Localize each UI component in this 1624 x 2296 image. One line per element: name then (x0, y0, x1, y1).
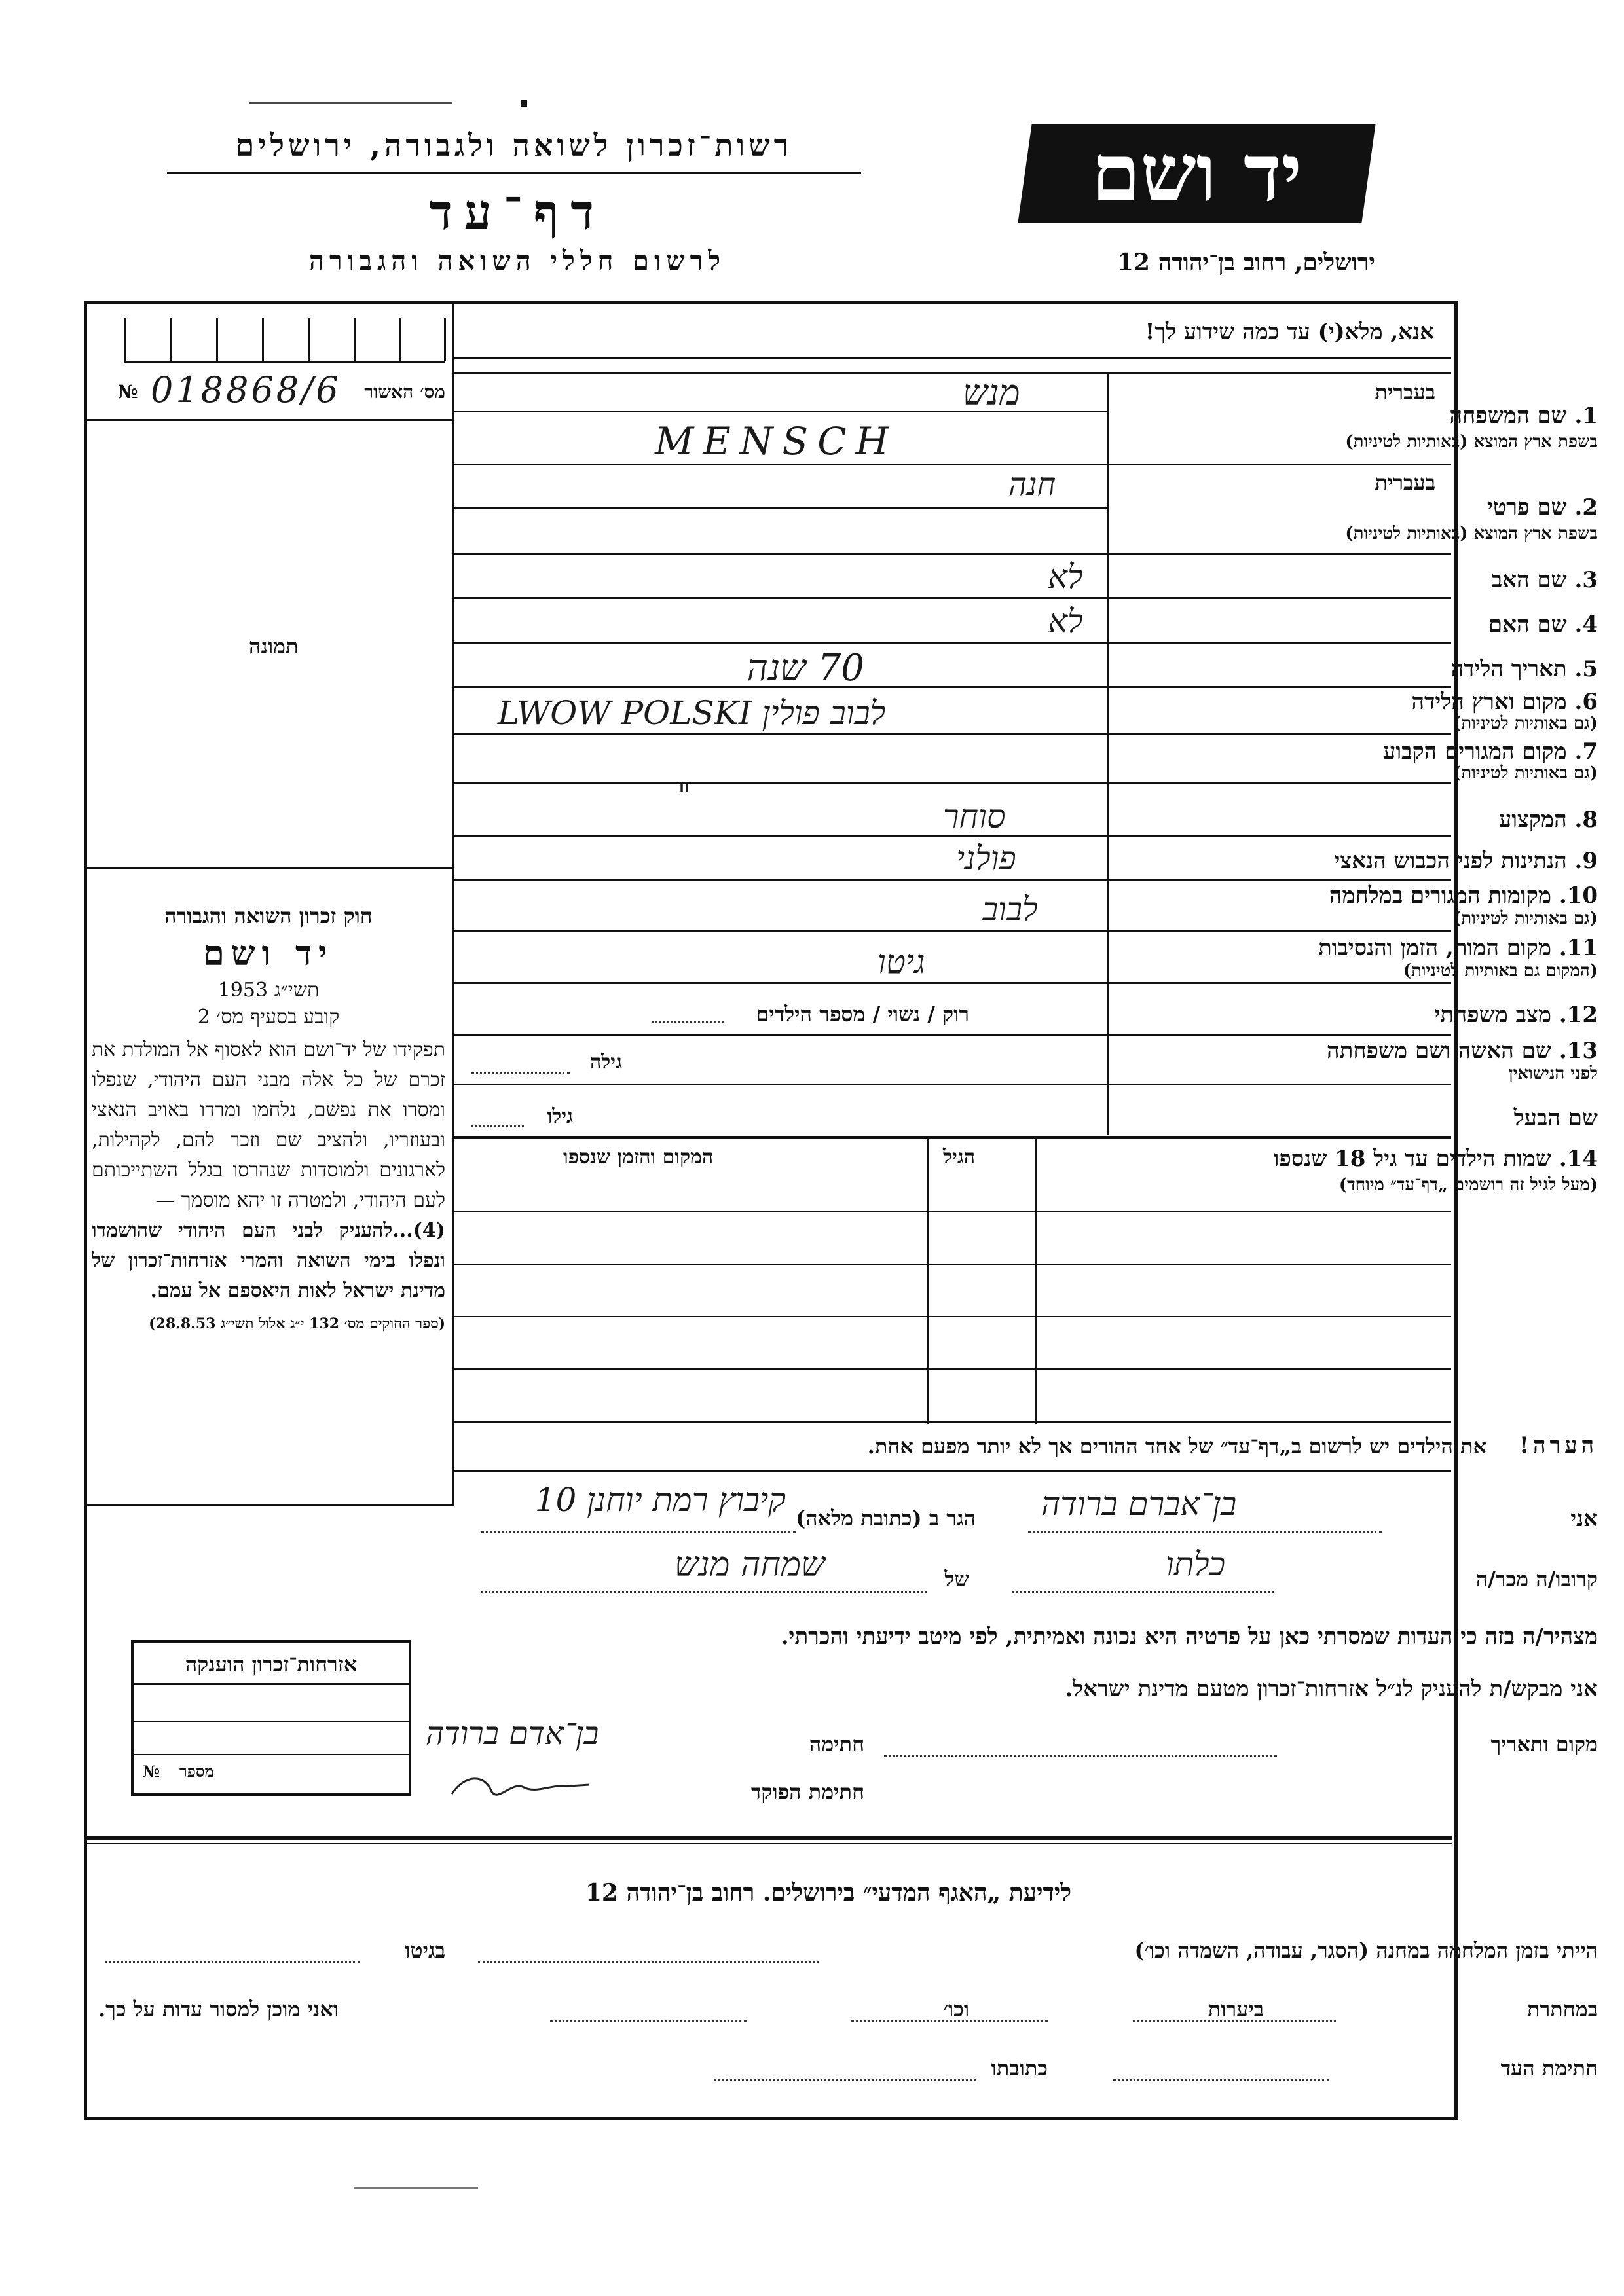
footer-address-line (714, 2079, 976, 2081)
footer-underground: במחתרת (1526, 1997, 1598, 2022)
field-7-value: " (678, 779, 692, 812)
row-line (453, 930, 1451, 932)
row-line (453, 464, 1451, 465)
field-1-label (1450, 403, 1598, 429)
field-label: שמות הילדים עד גיל 18 שנספו (1273, 1146, 1551, 1172)
footer-ghetto-line (105, 1961, 360, 1963)
field-label: שם האב (1491, 567, 1567, 593)
field-num: 12. (1559, 1002, 1598, 1028)
field-num: 5. (1574, 656, 1598, 682)
footer-separator (85, 1836, 1452, 1840)
children-label (1274, 1146, 1598, 1172)
law-year: תשי״ג 1953 (217, 979, 320, 1002)
law-sidebar (92, 903, 445, 1332)
footer-ready: ואני מוכן למסור עדות על כך. (98, 1997, 339, 2022)
decl-request: אני מבקש/ת להעניק לנ״ל אזרחות־זכרון מטעם מדינת ישראל. (1065, 1676, 1598, 1702)
intro-underline (453, 357, 1451, 359)
decl-of-label: של (944, 1567, 969, 1592)
field-2-hebrew-value: חנה (1008, 466, 1056, 503)
row-line (453, 372, 1451, 374)
footer-title: לידיעת „האגף המדעי״ בירושלים. רחוב בן־יהודה 12 (585, 1879, 1072, 1906)
field-label: שם האשה ושם משפחתה (1327, 1038, 1551, 1064)
in-hebrew-label-2: בעברית (1375, 470, 1435, 495)
decl-relation-line (1012, 1591, 1274, 1593)
decl-signature-label: חתימה (809, 1732, 864, 1757)
footer-forests: ביערות (1208, 1997, 1264, 2022)
children-row (453, 1211, 1451, 1212)
law-title: חוק זכרון השואה והגבורה (164, 903, 373, 928)
field-num: 3. (1574, 567, 1598, 593)
note-underline (453, 1470, 1451, 1472)
top-scan-line (249, 102, 452, 104)
field-label: הנתינות לפני הכבוש הנאצי (1334, 848, 1567, 874)
husband-value: גילו (547, 1105, 573, 1128)
citizenship-box-symbol: № (143, 1762, 160, 1781)
authority-title: רשות־זכרון לשואה ולגבורה, ירושלים (235, 128, 793, 163)
row-line (453, 507, 1107, 509)
note-text: את הילדים יש לרשום ב„דף־עד״ של אחד ההורים אך לא יותר מפעם אחת. (867, 1434, 1486, 1459)
decl-relation-label: קרובו/ה מכר/ה (1475, 1567, 1598, 1592)
field-12-label (1434, 1002, 1598, 1028)
decl-signature-value: בן־אדם ברודה (426, 1715, 599, 1752)
sidebar-divider (452, 301, 454, 1506)
row-line (453, 982, 1451, 984)
decl-place-date: מקום ותאריך (1490, 1732, 1598, 1757)
decl-place-date-line (884, 1755, 1277, 1757)
law-text-2: (4)...להעניק לבני העם היהודי שהושמדו ונפלו בימי השואה והמרי אזרחות־זכרון של מדינת ישראל לאות היאספם אל עמם. (92, 1219, 445, 1302)
field-10-label (1329, 883, 1598, 909)
footer-ghetto: בגיטו (405, 1938, 445, 1963)
children-col-1 (1035, 1136, 1037, 1424)
footer-separator-2 (85, 1843, 1452, 1844)
field-1-latin-value: MENSCH (655, 419, 898, 464)
children-row (453, 1368, 1451, 1370)
footer-witness-line (1113, 2079, 1329, 2081)
children-col-age: הגיל (943, 1146, 976, 1169)
reg-symbol: № (118, 381, 138, 403)
children-row (453, 1264, 1451, 1265)
law-reference: (ספר החוקים מס׳ 132 י״ג אלול תשי״ג 28.8.53) (149, 1315, 445, 1332)
children-row (453, 1421, 1451, 1423)
reg-separator (85, 419, 453, 421)
field-5-value: 70 שנה (747, 647, 864, 689)
digit-cells (124, 318, 449, 363)
bottom-scan-line (354, 2187, 478, 2189)
row-line (453, 553, 1451, 555)
law-text: תפקידו של יד־ושם הוא לאסוף אל המולדת את זכרם של כל אלה מבני העם היהודי, שנפלו ומסרו את נפשם, נלחמו ומרדו באויב הנאצי ובעוזריו, ולהציב שם וזכר להם, לקהילות, לארגונים ולמוסדות שנהרסו בגלל השתייכותם לעם היהודי, ולמטרה זו יהא מוסמך — (92, 1038, 445, 1212)
decl-statement: מצהיר/ה בזה כי העדות שמסרתי כאן על פרטיה היא נכונה ואמיתית, לפי מיטב ידיעתי והכרתי. (781, 1624, 1598, 1650)
field-label: מקום וארץ הלידה (1411, 689, 1567, 715)
field-7-sub: (גם באותיות לטיניות) (1452, 763, 1598, 783)
decl-name: בן־אברם ברודה (1041, 1485, 1237, 1523)
field-3-value: לא (1048, 558, 1083, 596)
decl-ani: אני (1570, 1506, 1598, 1532)
row-line (453, 782, 1451, 784)
field-label: המקצוע (1498, 807, 1567, 833)
field-label: מקומות המגורים במלחמה (1329, 883, 1551, 909)
decl-address-line (481, 1531, 796, 1533)
field-num: 11. (1559, 935, 1598, 961)
decl-name-line (1028, 1531, 1382, 1533)
wife-age-line (471, 1072, 570, 1074)
reg-number: 018868/6 (151, 369, 341, 410)
row-line (453, 1136, 1451, 1139)
children-row (453, 1316, 1451, 1317)
row-line (453, 1034, 1451, 1036)
footer-witness-sig: חתימת העד (1500, 2056, 1598, 2081)
field-6-sub: (גם באותיות לטיניות) (1452, 714, 1598, 733)
field-8-label (1499, 807, 1598, 833)
decl-relation-value: כלתו (1166, 1545, 1226, 1583)
husband-label: שם הבעל (1513, 1105, 1598, 1131)
field-label: מקום המות, הזמן והנסיבות (1318, 935, 1551, 961)
field-11-sub: (המקום גם באותיות לטיניות) (1403, 961, 1598, 981)
children-col-place: המקום והזמן שנספו (563, 1146, 714, 1169)
husband-age-line (471, 1125, 524, 1127)
field-13-sub: לפני הנישואין (1508, 1064, 1598, 1084)
field-10-sub: (גם באותיות לטיניות) (1452, 909, 1598, 928)
decl-resident: הגר ב (כתובת מלאה) (796, 1506, 976, 1531)
citizenship-box-number: מספר (179, 1762, 214, 1781)
yad-vashem-logo (1018, 124, 1375, 223)
field-2-sub: בשפת ארץ המוצא (באותיות לטיניות) (1345, 524, 1598, 543)
field-4-label (1488, 611, 1598, 638)
children-sub: (מעל לגיל זה רושמים „דף־עד״ מיוחד) (1338, 1175, 1598, 1195)
children-count-line (652, 1021, 724, 1023)
form-title: דף־עד (429, 185, 606, 241)
field-num: 14. (1559, 1146, 1598, 1172)
row-line (453, 1084, 1451, 1085)
field-7-label (1383, 738, 1598, 765)
citizenship-box-title: אזרחות־זכרון הוענקה (134, 1643, 409, 1685)
field-label: שם המשפחה (1449, 403, 1567, 429)
footer-etc-line (550, 2020, 747, 2022)
note-label: הערה! (1519, 1432, 1598, 1459)
field-2-label (1487, 494, 1598, 520)
field-label: שם האם (1488, 611, 1567, 638)
field-label: שם פרטי (1486, 494, 1567, 520)
row-line (453, 879, 1451, 881)
header-address: ירושלים, רחוב בן־יהודה 12 (1116, 249, 1375, 276)
field-3-label (1492, 567, 1598, 593)
field-11-value: גיטו (877, 943, 925, 981)
law-clause: קובע בסעיף מס׳ 2 (197, 1006, 340, 1029)
field-num: 4. (1574, 611, 1598, 638)
citizenship-box (131, 1640, 411, 1796)
field-label: מקום המגורים הקבוע (1383, 738, 1567, 765)
field-13-value: גילה (589, 1051, 622, 1074)
field-num: 1. (1574, 403, 1598, 429)
footer-etc: וכו׳ (943, 1997, 969, 2022)
field-9-value: פולני (956, 839, 1016, 877)
reg-label: מס׳ האשור (364, 381, 445, 403)
photo-label: תמונה (249, 634, 299, 659)
field-num: 8. (1574, 807, 1598, 833)
authority-underline (167, 172, 861, 174)
field-5-label (1451, 656, 1598, 682)
label-column-divider (1107, 372, 1109, 1135)
field-1-hebrew-value: מנש (963, 372, 1020, 413)
form-intro: אנא, מלא(י) עד כמה שידוע לך! (1145, 319, 1434, 345)
row-line (453, 733, 1451, 735)
field-num: 6. (1574, 689, 1598, 715)
footer-line1: הייתי בזמן המלחמה במחנה (הסגר, עבודה, השמדה וכו׳) (1134, 1938, 1598, 1963)
row-line (453, 642, 1451, 644)
field-10-value: לבוב (982, 890, 1038, 928)
field-label: מצב משפחתי (1434, 1002, 1551, 1028)
field-8-value: סוחר (943, 797, 1006, 835)
form-subtitle: לרשום חללי השואה והגבורה (308, 246, 726, 276)
footer-camp-line (478, 1961, 819, 1963)
decl-of-value: שמחה מנש (674, 1545, 825, 1584)
sidebar-top-separator (85, 867, 453, 869)
top-dot (521, 100, 527, 107)
field-6-label (1411, 689, 1598, 715)
field-num: 10. (1559, 883, 1598, 909)
field-num: 7. (1574, 738, 1598, 765)
decl-officer-sig: חתימת הפוקד (751, 1779, 864, 1804)
field-num: 13. (1559, 1038, 1598, 1064)
footer-address: כתובתו (991, 2056, 1048, 2081)
in-hebrew-label-1: בעברית (1375, 380, 1435, 405)
field-13-label (1327, 1038, 1598, 1064)
sidebar-bottom-separator (85, 1504, 454, 1506)
field-num: 2. (1574, 494, 1598, 520)
field-num: 9. (1574, 848, 1598, 874)
decl-address: קיבוץ רמת יוחנן 10 (534, 1481, 786, 1519)
children-col-2 (927, 1136, 929, 1424)
decl-of-line (481, 1591, 927, 1593)
field-1-sub: בשפת ארץ המוצא (באותיות לטיניות) (1345, 432, 1598, 452)
field-11-label (1318, 935, 1598, 961)
field-9-label (1335, 848, 1598, 874)
field-label: תאריך הלידה (1450, 656, 1567, 682)
law-name: יד ושם (203, 934, 334, 974)
row-line (453, 597, 1451, 599)
field-4-value: לא (1048, 602, 1083, 640)
officer-signature-scribble (445, 1768, 596, 1807)
field-12-value: רוק / נשוי / מספר הילדים (756, 1002, 969, 1027)
logo-text: יד ושם (1091, 127, 1302, 219)
registration-row (111, 369, 445, 412)
field-6-value: LWOW POLSKI לבוב פולין (498, 694, 886, 732)
